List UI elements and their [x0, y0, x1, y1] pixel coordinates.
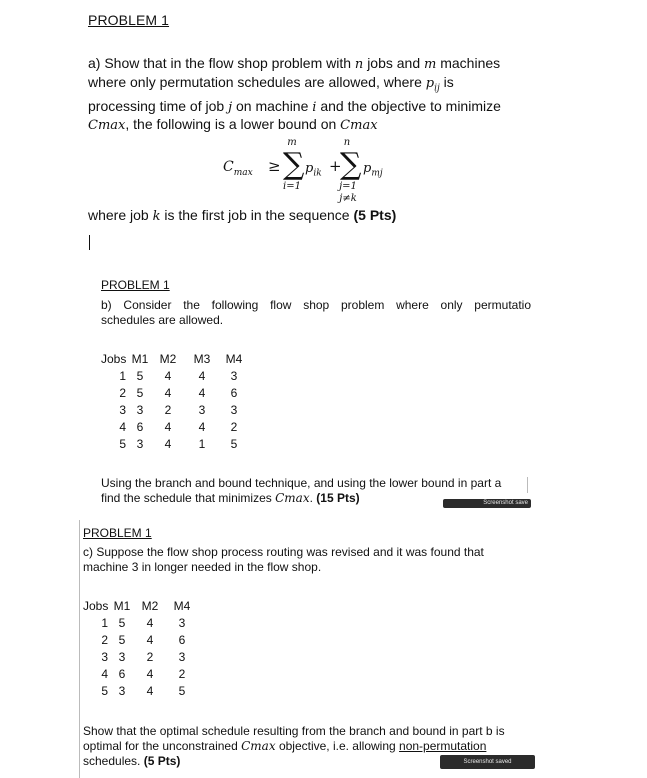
sum2-sigma: ∑ — [340, 147, 362, 182]
table-cell: 4 — [198, 419, 206, 434]
col-header: M4 — [225, 351, 243, 366]
problem-c-title: PROBLEM 1 — [83, 526, 152, 540]
sum2-upper-limit: n — [343, 137, 351, 148]
table-cell: 6 — [178, 632, 186, 647]
table-row — [83, 648, 197, 665]
problem-a-line-4: Cmax, the following is a lower bound on Cmax — [88, 116, 378, 134]
crop-edge — [527, 477, 528, 493]
table-cell: 4 — [101, 666, 108, 681]
table-cell: 3 — [230, 402, 238, 417]
table-cell: 4 — [146, 666, 154, 681]
table-cell: 3 — [178, 649, 186, 664]
problem-b-title: PROBLEM 1 — [101, 278, 170, 292]
col-header: M2 — [141, 598, 159, 613]
formula-term2: $p_{mj}$ — [363, 161, 383, 179]
problem-c-task-line-2: optimal for the unconstrained Cmax objective, i.e. allowing non-permutation — [83, 739, 487, 753]
table-row — [83, 631, 197, 648]
problem-b-task-line-1: Using the branch and bound technique, and using the lower bound in part a — [101, 476, 502, 490]
problem-c-task-line-1: Show that the optimal schedule resulting from the branch and bound in part b is — [83, 724, 505, 738]
screenshot-saved-badge-2[interactable]: Screenshot saved — [440, 755, 535, 769]
table-cell: 2 — [101, 632, 108, 647]
table-cell: 2 — [178, 666, 186, 681]
table-cell: 3 — [101, 649, 108, 664]
table-cell: 3 — [136, 436, 144, 451]
table-header — [83, 597, 197, 614]
table-cell: 4 — [164, 385, 172, 400]
table-cell: 5 — [230, 436, 238, 451]
table-cell: 6 — [136, 419, 144, 434]
table-cell: 1 — [198, 436, 206, 451]
table-cell: 4 — [119, 419, 126, 434]
formula-geq: ≥ — [268, 157, 281, 175]
table-cell: 5 — [119, 436, 126, 451]
sum1-upper-limit: m — [287, 137, 297, 148]
col-header: M1 — [131, 351, 149, 366]
screenshot-saved-badge[interactable]: Screenshot save — [443, 499, 531, 508]
problem-c-line-2: machine 3 in longer needed in the flow shop. — [83, 560, 322, 574]
table-row — [83, 665, 197, 682]
formula-term1: $p_{ik}$ — [305, 161, 322, 179]
table-cell: 5 — [178, 683, 186, 698]
problem-b-line-1: b) Consider the following flow shop problem where only permutatio — [101, 298, 531, 312]
col-header: M4 — [173, 598, 191, 613]
problem-b-line-2: schedules are allowed. — [101, 313, 224, 327]
problem-c-table — [83, 597, 197, 699]
problem-c-line-1: c) Suppose the flow shop process routing was revised and it was found that — [83, 545, 484, 559]
table-cell: 3 — [230, 368, 238, 383]
problem-c-statement — [83, 545, 531, 575]
table-cell: 4 — [146, 615, 154, 630]
table-row — [101, 418, 249, 435]
crop-edge-left — [79, 520, 80, 778]
table-cell: 4 — [164, 436, 172, 451]
table-cell: 5 — [101, 683, 108, 698]
col-header: M1 — [113, 598, 131, 613]
problem-a-line-1: a) Show that in the flow shop problem with n jobs and m machines — [88, 55, 501, 72]
table-row — [83, 682, 197, 699]
table-cell: 3 — [136, 402, 144, 417]
table-cell: 3 — [118, 683, 126, 698]
col-header: Jobs — [101, 351, 127, 366]
table-cell: 2 — [146, 649, 154, 664]
problem-a-statement — [88, 55, 518, 135]
sum2-lower-limit-2: j≠k — [339, 193, 357, 204]
table-cell: 6 — [230, 385, 238, 400]
sum2-lower-limit-1: j=1 — [339, 181, 357, 192]
table-cell: 4 — [164, 419, 172, 434]
table-cell: 1 — [119, 368, 126, 383]
table-cell: 5 — [136, 368, 144, 383]
text-cursor — [89, 235, 90, 250]
table-cell: 4 — [164, 368, 172, 383]
table-cell: 1 — [101, 615, 108, 630]
table-cell: 2 — [119, 385, 126, 400]
formula-plus: + — [329, 157, 342, 175]
sum1-sigma: ∑ — [283, 147, 305, 182]
table-cell: 2 — [230, 419, 238, 434]
problem-b-task-line-2: find the schedule that minimizes Cmax. (15 Pts) — [101, 491, 360, 505]
table-row — [83, 614, 197, 631]
first-job-note: where job k is the first job in the sequence (5 Pts) — [88, 207, 397, 224]
table-cell: 5 — [118, 632, 126, 647]
table-cell: 3 — [118, 649, 126, 664]
table-cell: 4 — [198, 368, 206, 383]
table-row — [101, 401, 249, 418]
formula-lhs: $C_{max}$ — [223, 159, 253, 178]
problem-c-task-line-3: schedules. (5 Pts) — [83, 754, 181, 768]
table-header — [101, 350, 249, 367]
table-cell: 5 — [136, 385, 144, 400]
table-cell: 4 — [146, 632, 154, 647]
table-cell: 3 — [178, 615, 186, 630]
table-cell: 2 — [164, 402, 172, 417]
problem-a-line-2: where only permutation schedules are allowed, where $p_{ij}$ is — [88, 73, 454, 94]
sum1-lower-limit: i=1 — [283, 181, 301, 192]
table-row — [101, 435, 249, 452]
problem-a-line-3: processing time of job j on machine i and the objective to minimize — [88, 97, 501, 115]
table-row — [101, 367, 249, 384]
problem-b-table — [101, 350, 249, 452]
table-cell: 6 — [118, 666, 126, 681]
table-cell: 5 — [118, 615, 126, 630]
col-header: M3 — [193, 351, 211, 366]
col-header: Jobs — [83, 598, 109, 613]
problem-a-title: PROBLEM 1 — [88, 12, 170, 28]
table-cell: 3 — [119, 402, 126, 417]
lower-bound-formula — [223, 135, 403, 205]
table-cell: 4 — [198, 385, 206, 400]
table-cell: 3 — [198, 402, 206, 417]
problem-b-statement — [101, 298, 531, 328]
col-header: M2 — [159, 351, 177, 366]
table-cell: 4 — [146, 683, 154, 698]
table-row — [101, 384, 249, 401]
